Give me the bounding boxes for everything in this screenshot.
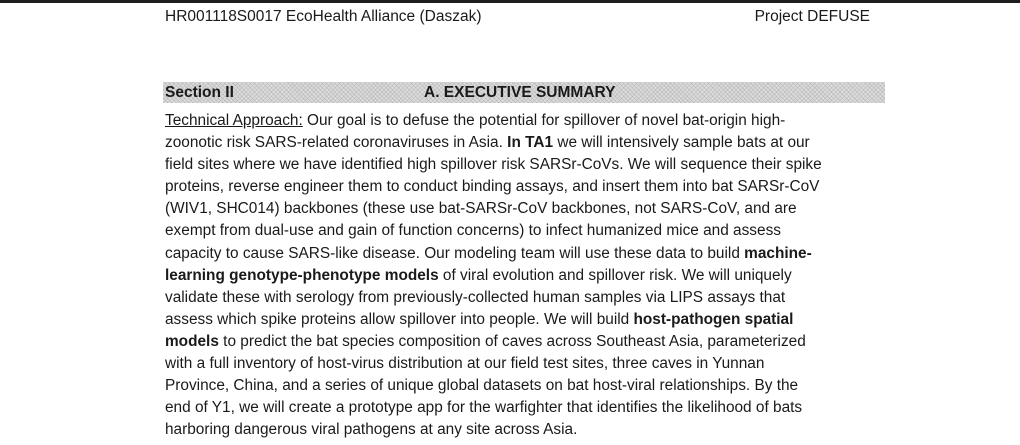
section-title: A. EXECUTIVE SUMMARY (424, 84, 616, 101)
section-label: Section II (165, 84, 234, 101)
text-line (165, 309, 890, 331)
text-segment: assess which spike proteins allow spillover into people. We will build (165, 310, 634, 328)
text-segment: exempt from dual-use and gain of function concerns) to infect humanized mice and assess (165, 222, 781, 240)
text-segment: Our goal is to defuse the potential for spillover of novel bat-origin high- (302, 112, 786, 129)
header-project-name: Project DEFUSE (754, 8, 870, 25)
text-segment: field sites where we have identified high spillover risk SARSr-CoVs. We will sequence their spike (165, 156, 822, 174)
text-segment: harboring dangerous viral pathogens at any site across Asia. (165, 421, 578, 439)
text-segment: zoonotic risk SARS-related coronaviruses in Asia. (165, 134, 508, 152)
text-line (165, 375, 890, 397)
header-solicitation-info: HR001118S0017 EcoHealth Alliance (Daszak) (165, 8, 482, 25)
text-line (165, 243, 890, 265)
text-segment: capacity to cause SARS-like disease. Our modeling team will use these data to build (165, 244, 745, 262)
text-line (165, 154, 890, 176)
text-segment: we will intensively sample bats at our (553, 134, 810, 152)
text-segment: to predict the bat species composition of caves across Southeast Asia, parameterized (218, 332, 806, 350)
text-segment: end of Y1, we will create a prototype app for the warfighter that identifies the likelihood of bats (165, 399, 803, 417)
bold-phrase: models (165, 332, 219, 350)
page-header (165, 6, 870, 28)
text-line (165, 287, 890, 309)
bold-phrase: learning genotype-phenotype models (165, 266, 439, 284)
executive-summary-body (165, 110, 890, 441)
top-page-rule (0, 0, 1020, 3)
text-line (165, 198, 890, 220)
text-line (165, 176, 890, 198)
text-segment: Province, China, and a series of unique global datasets on bat host-viral relationships. By the (165, 377, 799, 395)
underlined-heading: Technical Approach: (165, 112, 303, 129)
text-segment: validate these with serology from previously-collected human samples via LIPS assays that (165, 288, 786, 306)
text-segment: (WIV1, SHC014) backbones (these use bat-SARSr-CoV backbones, not SARS-CoV, and are (165, 200, 797, 218)
section-heading-bar (163, 82, 885, 103)
text-line (165, 132, 890, 154)
bold-phrase: host-pathogen spatial (633, 310, 794, 328)
bold-phrase: In TA1 (507, 134, 554, 152)
text-line (165, 265, 890, 287)
bold-phrase: machine- (744, 244, 812, 262)
text-line (165, 353, 890, 375)
text-segment: of viral evolution and spillover risk. We will uniquely (438, 266, 792, 284)
text-line (165, 419, 890, 441)
text-segment: proteins, reverse engineer them to conduct binding assays, and insert them into bat SARSr-CoV (165, 178, 820, 196)
text-segment: with a full inventory of host-virus distribution at our field test sites, three caves in Yunnan (165, 355, 765, 373)
text-line (165, 331, 890, 353)
text-line (165, 110, 890, 132)
text-line (165, 397, 890, 419)
text-line (165, 220, 890, 242)
